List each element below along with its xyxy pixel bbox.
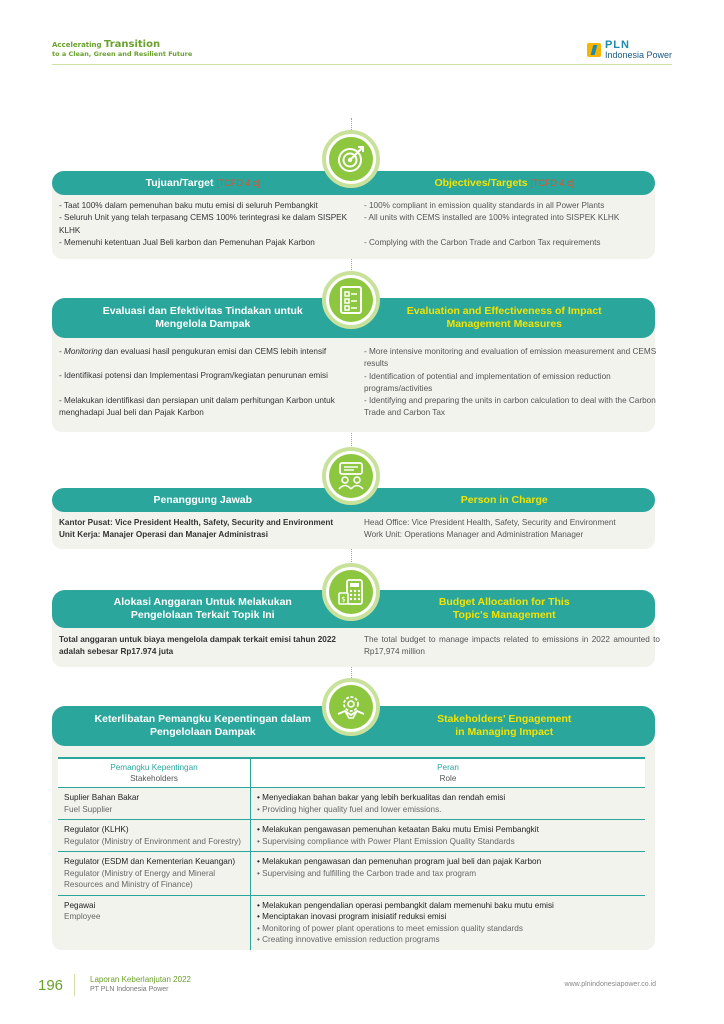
evaluation-item-id-1-italic: Monitoring <box>64 347 103 356</box>
target-item-id-1: - Taat 100% dalam pemenuhan baku mutu emisi di seluruh Pembangkit <box>59 201 318 210</box>
role-id: • Melakukan pengawasan pemenuhan ketaatan Baku mutu Emisi Pembangkit <box>257 825 539 834</box>
budget-title-id: Alokasi Anggaran Untuk Melakukan Pengelolaan Terkait Topik Ini <box>113 596 292 621</box>
table-row <box>58 819 645 851</box>
checklist-icon-badge <box>322 271 380 329</box>
budget-col-id <box>59 634 355 659</box>
stakeholder-id: Regulator (ESDM dan Kementerian Keuangan) <box>64 857 236 866</box>
table-header-role <box>251 759 645 787</box>
pic-en-line2: Work Unit: Operations Manager and Administration Manager <box>364 530 584 540</box>
table-header-stakeholders <box>58 759 251 787</box>
header-tagline <box>52 40 192 59</box>
target-tag-id: [TCFD 4.c] <box>216 177 260 188</box>
role-id: • Menyediakan bahan bakar yang lebih berkualitas dan rendah emisi <box>257 793 506 802</box>
role-en: • Providing higher quality fuel and lower emissions. <box>257 804 442 814</box>
budget-col-en <box>364 634 660 659</box>
pln-logo <box>587 40 672 60</box>
tagline-prefix: Accelerating <box>52 41 102 49</box>
pic-col-en <box>364 517 660 542</box>
handshake-gear-icon <box>336 692 366 722</box>
header-col1-en: Stakeholders <box>130 774 178 783</box>
engagement-title-en: Stakeholders' Engagement in Managing Impact <box>437 713 572 738</box>
role-en: • Supervising compliance with Power Plant Emission Quality Standards <box>257 836 515 846</box>
handshake-icon-badge <box>322 678 380 736</box>
evaluation-item-id-2: - Identifikasi potensi dan Implementasi Program/kegiatan penurunan emisi <box>59 371 328 381</box>
logo-name: PLN <box>604 39 630 51</box>
role-en: • Supervising and fulfilling the Carbon trade and tax program <box>257 868 477 878</box>
stakeholder-en: Employee <box>64 912 101 921</box>
target-title-en: Objectives/Targets <box>434 176 528 189</box>
evaluation-col-en <box>364 346 660 420</box>
budget-text-id: Total anggaran untuk biaya mengelola dampak terkait emisi tahun 2022 adalah sebesar Rp17.974 juta <box>59 635 336 657</box>
target-col-id <box>59 200 355 249</box>
header-col2-id: Peran <box>437 763 459 772</box>
evaluation-col-id <box>59 346 355 419</box>
role-id: • Melakukan pengawasan dan pemenuhan program jual beli dan pajak Karbon <box>257 857 542 866</box>
report-title: Laporan Keberlanjutan 2022 <box>90 975 191 984</box>
pic-id-line2: Unit Kerja: Manajer Operasi dan Manajer Administrasi <box>59 530 268 540</box>
tagline-line2: to a Clean, Green and Resilient Future <box>52 50 193 58</box>
header-col1-id: Pemangku Kepentingan <box>110 763 198 772</box>
checklist-icon <box>337 285 365 315</box>
target-title-id: Tujuan/Target <box>145 176 214 189</box>
role-id: • Menciptakan inovasi program inisiatif reduksi emisi <box>257 912 447 921</box>
target-item-en-3: - Complying with the Carbon Trade and Carbon Tax requirements <box>364 237 601 247</box>
people-chat-icon <box>336 461 366 491</box>
evaluation-item-en-1: - More intensive monitoring and evaluation of emission measurement and CEMS results <box>364 347 657 369</box>
stakeholder-table <box>58 757 645 950</box>
pic-title-en: Person in Charge <box>460 493 548 506</box>
evaluation-title-en: Evaluation and Effectiveness of Impact Management Measures <box>406 305 602 330</box>
evaluation-item-en-3: - Identifying and preparing the units in carbon calculation to deal with the Carbon Trade and Carbon Tax <box>364 396 656 418</box>
page-number: 196 <box>38 977 64 994</box>
company-name: PT PLN Indonesia Power <box>90 986 169 993</box>
pic-en-line1-value: Vice President Health, Safety, Security and Environment <box>409 518 616 527</box>
target-tag-en: [TCFD 4.c] <box>530 177 575 188</box>
target-col-en <box>364 200 660 249</box>
budget-calculator-icon <box>336 577 366 607</box>
tagline-bold: Transition <box>103 39 161 50</box>
table-row <box>58 851 645 895</box>
role-id: • Melakukan pengendalian operasi pembangkit dalam memenuhi baku mutu emisi <box>257 900 554 910</box>
stakeholder-id: Pegawai <box>64 900 96 910</box>
pln-logo-icon <box>587 43 601 57</box>
pic-id-line1-label: Kantor Pusat: <box>59 518 113 527</box>
svg-text:$: $ <box>341 595 346 604</box>
pic-en-line1 <box>364 517 660 529</box>
target-item-en-1: - 100% compliant in emission quality standards in all Power Plants <box>364 201 605 210</box>
evaluation-item-id-1: - Monitoring dan evaluasi hasil pengukuran emisi dan CEMS lebih intensif <box>59 347 327 356</box>
evaluation-item-id-3: - Melakukan identifikasi dan persiapan unit dalam perhitungan Karbon untuk menghadapi Jual beli dan Pajak Karbon <box>59 395 335 417</box>
stakeholder-en: Fuel Supplier <box>64 804 113 814</box>
stakeholder-id: Suplier Bahan Bakar <box>64 793 140 802</box>
target-item-id-2: - Seluruh Unit yang telah terpasang CEMS 100% terintegrasi ke dalam SISPEK KLHK <box>59 213 348 235</box>
table-row <box>58 787 645 819</box>
pic-id-line1 <box>59 517 355 529</box>
target-icon <box>336 144 366 174</box>
stakeholder-en: Regulator (Ministry of Environment and Forestry) <box>64 836 242 846</box>
stakeholder-id: Regulator (KLHK) <box>64 825 129 834</box>
header-col2-en: Role <box>439 774 457 783</box>
footer-text <box>90 975 191 995</box>
evaluation-title-id: Evaluasi dan Efektivitas Tindakan untuk Mengelola Dampak <box>102 305 303 330</box>
role-en: • Monitoring of power plant operations to meet emission quality standards <box>257 923 523 933</box>
table-row <box>58 895 645 950</box>
pic-title-id: Penanggung Jawab <box>153 493 253 506</box>
table-header <box>58 757 645 787</box>
target-item-id-3: - Memenuhi ketentuan Jual Beli karbon dan Pemenuhan Pajak Karbon <box>59 237 315 247</box>
budget-icon-badge <box>322 563 380 621</box>
pic-en-line1-label: Head Office: <box>364 518 410 527</box>
role-en: • Creating innovative emission reduction programs <box>257 935 440 944</box>
engagement-title-id: Keterlibatan Pemangku Kepentingan dalam Pengelolaan Dampak <box>94 713 311 738</box>
pic-col-id <box>59 517 355 542</box>
target-icon-badge <box>322 130 380 188</box>
header-divider <box>52 64 672 65</box>
evaluation-item-en-2: - Identification of potential and implementation of emission reduction programs/activities <box>364 371 611 393</box>
stakeholder-en: Regulator (Ministry of Energy and Mineral Resources and Ministry of Finance) <box>64 868 216 889</box>
logo-sub: Indonesia Power <box>604 50 672 60</box>
evaluation-item-id-1-rest: dan evaluasi hasil pengukuran emisi dan CEMS lebih intensif <box>102 347 327 356</box>
footer-divider <box>74 974 75 996</box>
budget-title-en: Budget Allocation for This Topic's Management <box>438 596 570 621</box>
website-link[interactable]: www.plnindonesiapower.co.id <box>564 981 656 988</box>
target-item-en-2: - All units with CEMS installed are 100% integrated into SISPEK KLHK <box>364 213 620 223</box>
pic-id-line1-value: Vice President Health, Safety, Security and Environment <box>112 518 334 527</box>
budget-text-en: The total budget to manage impacts related to emissions in 2022 amounted to Rp17,974 million <box>364 635 660 657</box>
people-icon-badge <box>322 447 380 505</box>
